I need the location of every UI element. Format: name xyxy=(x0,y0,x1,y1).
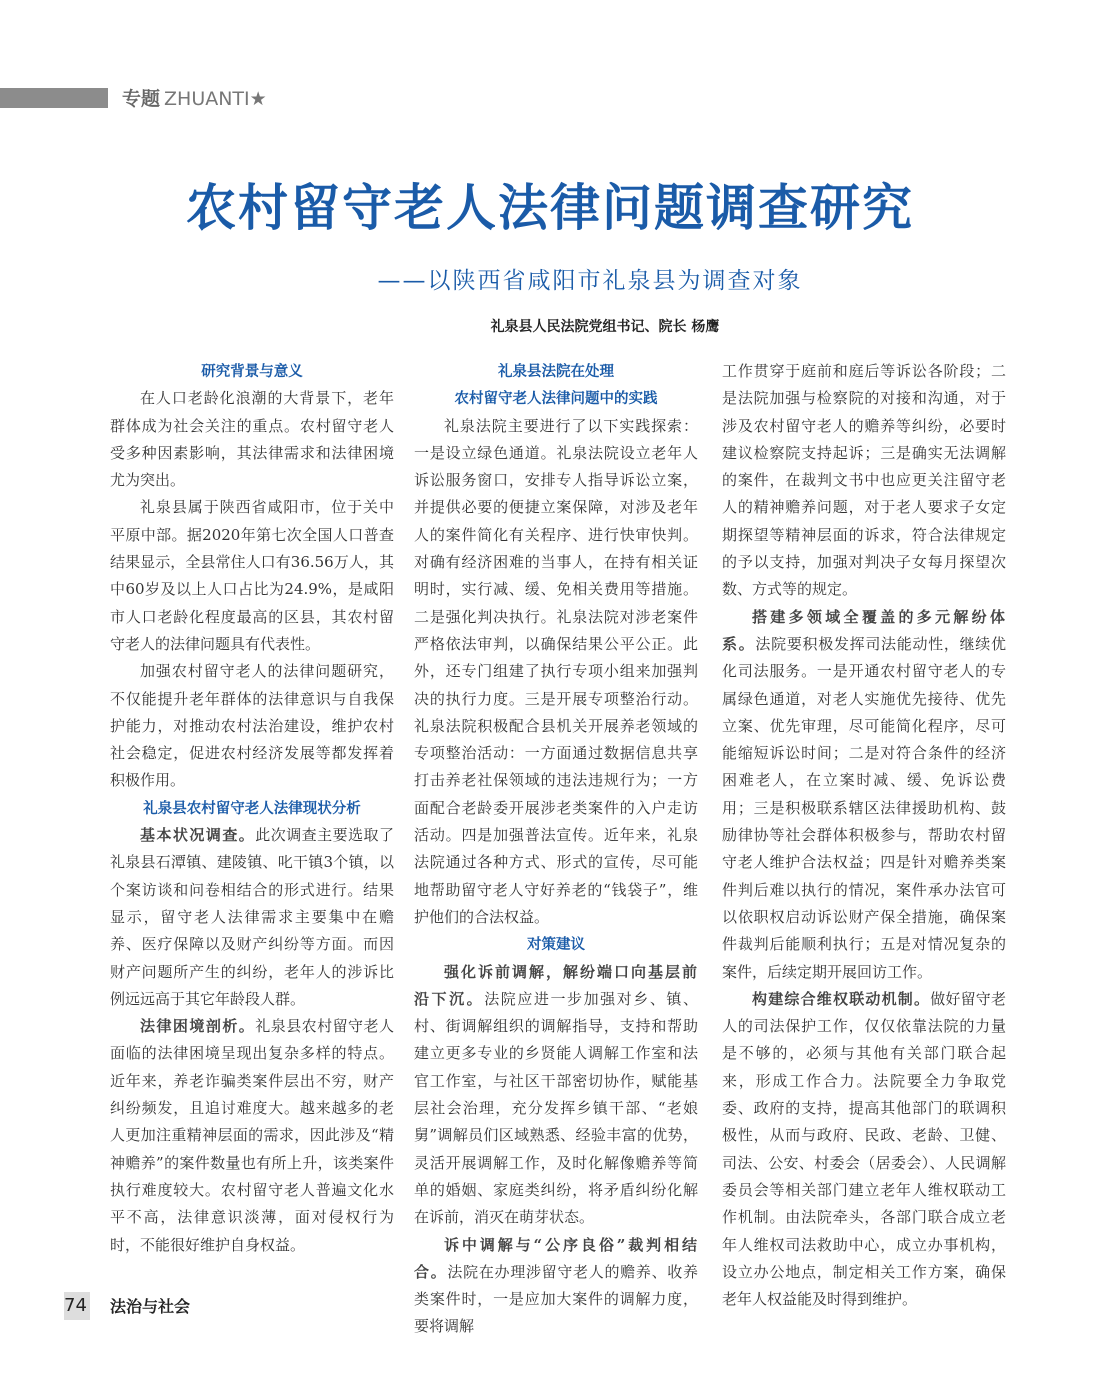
paragraph xyxy=(110,1013,394,1259)
column-2 xyxy=(414,358,698,1341)
paragraph: 礼泉县属于陕西省咸阳市，位于关中平原中部。据2020年第七次全国人口普查结果显示，全县常住人口有36.56万人，其中60岁及以上人口占比为24.9%，是咸阳市人口老龄化程度最高的区县，其农村留守老人的法律问题具有代表性。 xyxy=(110,498,394,653)
paragraph xyxy=(722,604,1006,986)
column-3 xyxy=(722,358,1006,1313)
paragraph-text: 法院应进一步加强对乡、镇、村、街调解组织的调解指导，支持和帮助建立更多专业的乡贤能人调解工作室和法官工作室，与社区干部密切协作，赋能基层社会治理，充分发挥乡镇干部、“老娘舅”调解员们区域熟悉、经验丰富的优势，灵活开展调解工作，及时化解像赡养等简单的婚姻、家庭类纠纷，将矛盾纠纷化解在诉前，消灭在萌芽状态。 xyxy=(414,989,698,1227)
lead-phrase: 基本状况调查。 xyxy=(140,826,256,845)
paragraph: 加强农村留守老人的法律问题研究，不仅能提升老年群体的法律意识与自我保护能力，对推动农村法治建设，维护农村社会稳定，促进农村经济发展等都发挥着积极作用。 xyxy=(110,662,394,790)
heading: 农村留守老人法律问题中的实践 xyxy=(454,390,658,408)
paragraph-text: 法院在办理涉留守老人的赡养、收养类案件时，一是应加大案件的调解力度，要将调解 xyxy=(414,1262,698,1336)
lead-phrase: 搭建多领域全覆盖的多元解纷体系。 xyxy=(722,607,1006,653)
article-author: 礼泉县人民法院党组书记、院长 杨鹰 xyxy=(490,319,720,335)
heading: 对策建议 xyxy=(527,936,585,954)
heading: 礼泉县农村留守老人法律现状分析 xyxy=(143,799,361,817)
paragraph xyxy=(110,822,394,1013)
page-number: 74 xyxy=(64,1292,90,1320)
paragraph xyxy=(414,959,698,1232)
lead-phrase: 强化诉前调解，解纷端口向基层前沿下沉。 xyxy=(414,962,698,1008)
paragraph: 在人口老龄化浪潮的大背景下，老年群体成为社会关注的重点。农村留守老人受多种因素影响，其法律需求和法律困境尤为突出。 xyxy=(110,389,394,490)
article-subtitle: ——以陕西省咸阳市礼泉县为调查对象 xyxy=(377,268,803,294)
section-cn: 专题 xyxy=(122,88,161,110)
lead-phrase: 法律困境剖析。 xyxy=(140,1017,256,1036)
section-en: ZHUANTI★ xyxy=(164,88,267,110)
paragraph-text: 礼泉县农村留守老人面临的法律困境呈现出复杂多样的特点。近年来，养老诈骗类案件层出不穷，财产纠纷频发，且追讨难度大。越来越多的老人更加注重精神层面的需求，因此涉及“精神赡养”的案件数量也有所上升，该类案件执行难度较大。农村留守老人普遍文化水平不高，法律意识淡薄，面对侵权行为时，不能很好维护自身权益。 xyxy=(110,1017,394,1254)
lead-phrase: 构建综合维权联动机制。 xyxy=(752,989,931,1008)
paragraph-text: 做好留守老人的司法保护工作，仅仅依靠法院的力量是不够的，必须与其他有关部门联合起来，形成工作合力。法院要全力争取党委、政府的支持，提高其他部门的联调积极性，从而与政府、民政、老龄、卫健、司法、公安、村委会（居委会）、人民调解委员会等相关部门建立老年人维权联动工作机制。由法院牵头，各部门联合成立老年人维权司法救助中心，成立办事机构，设立办公地点，制定相关工作方案，确保老年人权益能及时得到维护。 xyxy=(722,989,1006,1309)
heading: 礼泉县法院在处理 xyxy=(498,363,614,380)
paragraph xyxy=(722,986,1006,1314)
magazine-name: 法治与社会 xyxy=(110,1297,191,1316)
paragraph-text: 此次调查主要选取了礼泉县石潭镇、建陵镇、叱干镇3个镇，以个案访谈和问卷相结合的形式进行。结果显示，留守老人法律需求主要集中在赡养、医疗保障以及财产纠纷等方面。而因财产问题所产生的纠纷，老年人的涉诉比例远远高于其它年龄段人群。 xyxy=(110,826,394,1008)
paragraph: 礼泉法院主要进行了以下实践探索：一是设立绿色通道。礼泉法院设立老年人诉讼服务窗口，安排专人指导诉讼立案，并提供必要的便捷立案保障，对涉及老年人的案件简化有关程序、进行快审快判。对确有经济困难的当事人，在持有相关证明时，实行减、缓、免相关费用等措施。二是强化判决执行。礼泉法院对涉老案件严格依法审判，以确保结果公平公正。此外，还专门组建了执行专项小组来加强判决的执行力度。三是开展专项整治行动。礼泉法院积极配合县机关开展养老领域的专项整治活动：一方面通过数据信息共享打击养老社保领域的违法违规行为；一方面配合老龄委开展涉老类案件的入户走访活动。四是加强普法宣传。近年来，礼泉法院通过各种方式、形式的宣传，尽可能地帮助留守老人守好养老的“钱袋子”，维护他们的合法权益。 xyxy=(414,416,698,926)
paragraph: 工作贯穿于庭前和庭后等诉讼各阶段；二是法院加强与检察院的对接和沟通，对于涉及农村留守老人的赡养等纠纷，必要时建议检察院支持起诉；三是确实无法调解的案件，在裁判文书中也应更关注留守老人的精神赡养问题，对于老人要求子女定期探望等精神层面的诉求，符合法律规定的予以支持，加强对判决子女每月探望次数、方式等的规定。 xyxy=(722,362,1006,599)
section-label xyxy=(122,84,267,111)
article-title: 农村留守老人法律问题调查研究 xyxy=(186,178,914,237)
lead-phrase: 诉中调解与“公序良俗”裁判相结合。 xyxy=(414,1235,698,1281)
paragraph xyxy=(414,1232,698,1341)
section-bar xyxy=(0,88,108,108)
heading: 研究背景与意义 xyxy=(201,363,303,380)
paragraph-text: 法院要积极发挥司法能动性，继续优化司法服务。一是开通农村留守老人的专属绿色通道，对老人实施优先接待、优先立案、优先审理，尽可能简化程序，尽可能缩短诉讼时间；二是对符合条件的经济困难老人，在立案时减、缓、免诉讼费用；三是积极联系辖区法律援助机构、鼓励律协等社会群体积极参与，帮助农村留守老人维护合法权益；四是针对赡养类案件判后难以执行的情况，案件承办法官可以依职权启动诉讼财产保全措施，确保案件裁判后能顺利执行；五是对情况复杂的案件，后续定期开展回访工作。 xyxy=(722,634,1006,981)
column-1 xyxy=(110,358,394,1259)
